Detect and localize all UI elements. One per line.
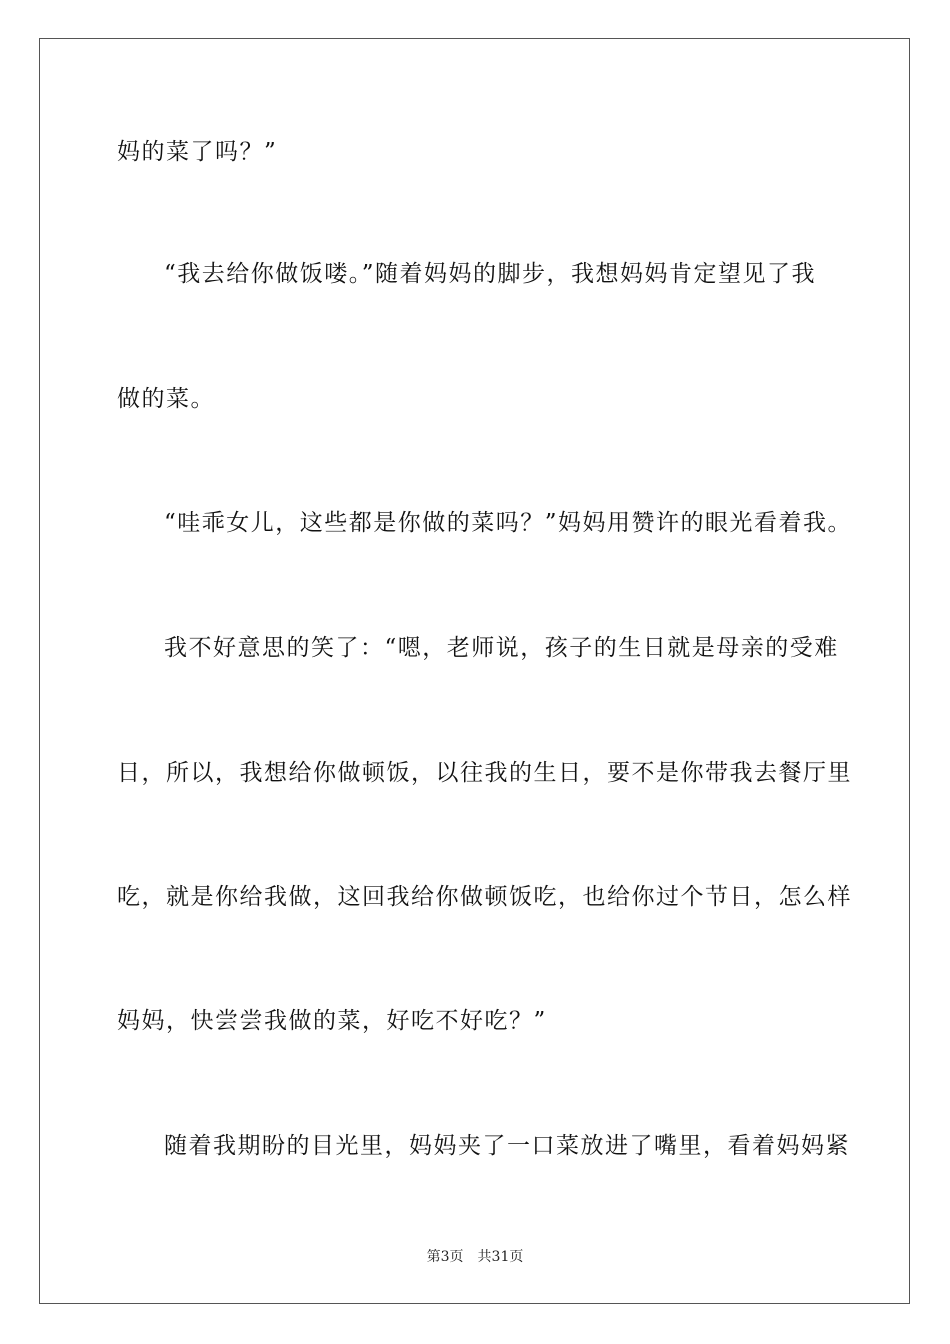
paragraph-line-4: “哇乖女儿，这些都是你做的菜吗？”妈妈用赞许的眼光看着我。 <box>164 510 853 536</box>
paragraph-line-9: 随着我期盼的目光里，妈妈夹了一口菜放进了嘴里，看着妈妈紧 <box>164 1133 850 1159</box>
paragraph-line-6: 日，所以，我想给你做顿饭，以往我的生日，要不是你带我去餐厅里 <box>117 760 852 786</box>
paragraph-line-5: 我不好意思的笑了：“嗯，老师说，孩子的生日就是母亲的受难 <box>164 635 839 661</box>
paragraph-line-1: 妈的菜了吗？” <box>117 139 278 165</box>
page-border <box>39 38 910 1304</box>
paragraph-line-8: 妈妈，快尝尝我做的菜，好吃不好吃？” <box>117 1008 547 1034</box>
total-pages: 共31页 <box>477 1249 524 1265</box>
paragraph-line-2: “我去给你做饭喽。”随着妈妈的脚步，我想妈妈肯定望见了我 <box>164 261 817 287</box>
page-number: 第3页 <box>426 1249 464 1265</box>
page-footer <box>0 1248 950 1266</box>
paragraph-line-3: 做的菜。 <box>117 386 215 412</box>
paragraph-line-7: 吃，就是你给我做，这回我给你做顿饭吃，也给你过个节日，怎么样 <box>117 884 852 910</box>
